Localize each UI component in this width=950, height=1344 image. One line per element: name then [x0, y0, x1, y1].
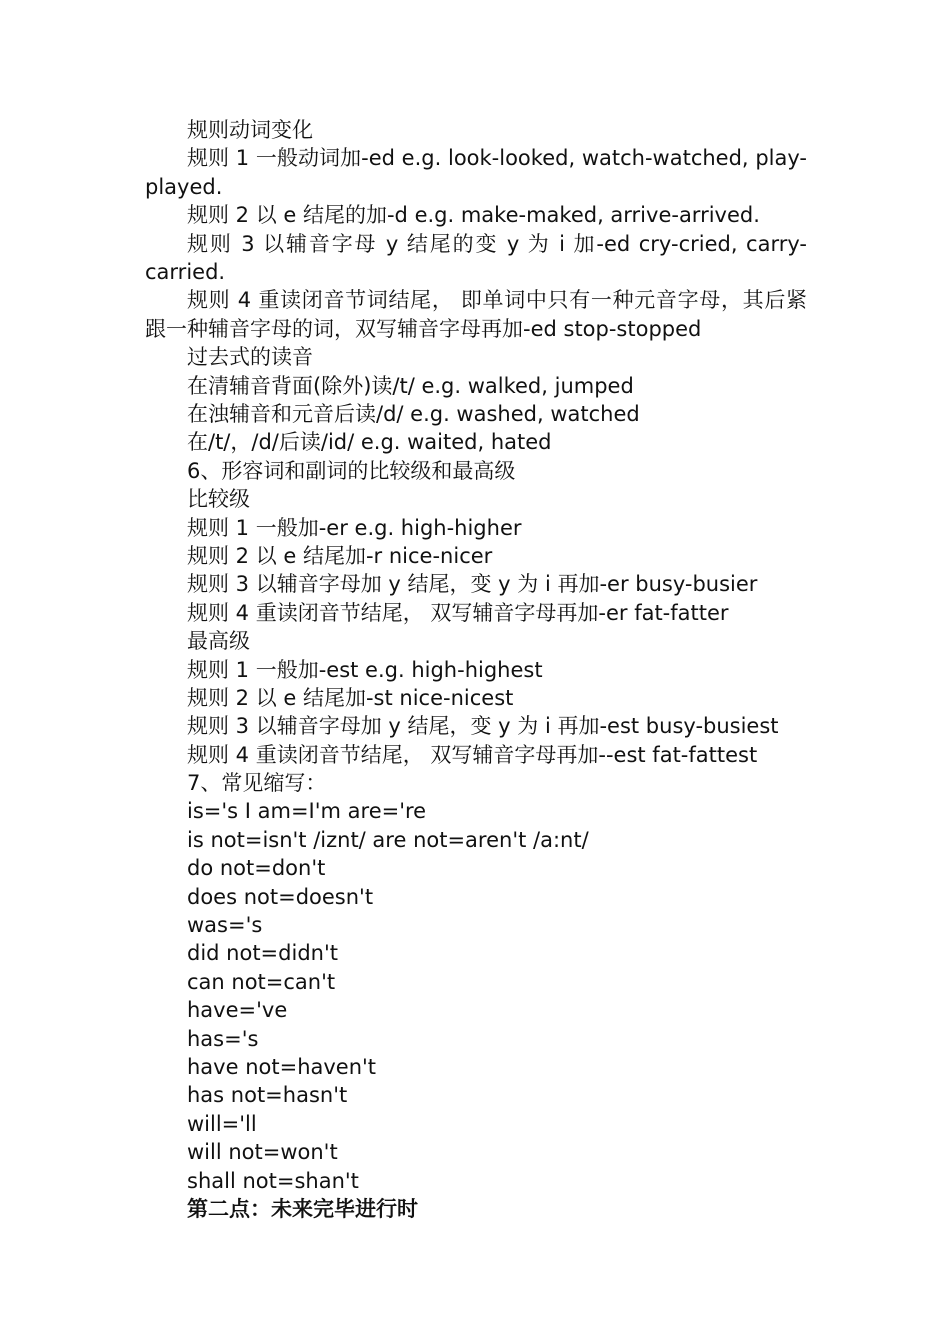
- section-heading: 第二点：未来完毕进行时: [187, 1196, 418, 1221]
- text-line: 6、形容词和副词的比较级和最高级: [187, 458, 516, 483]
- text-line: 在浊辅音和元音后读/d/ e.g. washed, watched: [187, 402, 640, 426]
- text-line: 规则 3 以辅音字母加 y 结尾，变 y 为 i 再加-est busy-busiest: [187, 714, 779, 739]
- text-line: 最高级: [187, 629, 250, 654]
- text-line: have not=haven't: [187, 1054, 377, 1079]
- text-line: 规则 3 以辅音字母加 y 结尾，变 y 为 i 再加-er busy-busier: [187, 572, 758, 597]
- text-line: has='s: [187, 1026, 259, 1051]
- text-line: can not=can't: [187, 969, 336, 994]
- text-line: is not=isn't /iznt/ are not=aren't /a:nt/: [187, 827, 589, 852]
- text-line: 规则 3 以辅音字母 y 结尾的变 y 为 i 加-ed cry-cried, carry-carried.: [145, 231, 807, 284]
- text-line: 规则 4 重读闭音节结尾， 双写辅音字母再加-er fat-fatter: [187, 600, 729, 625]
- text-line: did not=didn't: [187, 941, 338, 966]
- text-line: 规则 4 重读闭音节结尾， 双写辅音字母再加--est fat-fattest: [187, 742, 758, 767]
- text-line: shall not=shan't: [187, 1168, 359, 1193]
- text-line: do not=don't: [187, 856, 326, 881]
- document-body: [145, 116, 807, 1223]
- text-line: 规则 1 一般加-er e.g. high-higher: [187, 515, 522, 540]
- text-line: 比较级: [187, 487, 250, 512]
- text-line: 在/t/，/d/后读/id/ e.g. waited, hated: [187, 430, 552, 455]
- text-line: 规则 2 以 e 结尾加-r nice-nicer: [187, 543, 493, 568]
- text-line: will not=won't: [187, 1140, 338, 1165]
- text-line: 在清辅音背面(除外)读/t/ e.g. walked, jumped: [187, 373, 634, 398]
- text-line: is='s I am=I'm are='re: [187, 799, 427, 824]
- text-line: has not=hasn't: [187, 1083, 348, 1108]
- text-line: 规则 1 一般动词加-ed e.g. look-looked, watch-watched, play-played.: [145, 146, 807, 199]
- text-line: 过去式的读音: [187, 345, 313, 370]
- text-line: 规则 4 重读闭音节词结尾， 即单词中只有一种元音字母，其后紧跟一种辅音字母的词，双写辅音字母再加-ed stop-stopped: [145, 288, 807, 341]
- text-line: will='ll: [187, 1111, 257, 1136]
- text-line: have='ve: [187, 998, 288, 1023]
- text-line: 规则动词变化: [187, 118, 313, 142]
- text-line: does not=doesn't: [187, 884, 374, 909]
- text-line: 规则 2 以 e 结尾的加-d e.g. make-maked, arrive-arrived.: [187, 203, 760, 228]
- text-line: was='s: [187, 913, 263, 938]
- text-line: 规则 2 以 e 结尾加-st nice-nicest: [187, 685, 514, 710]
- text-line: 规则 1 一般加-est e.g. high-highest: [187, 657, 543, 682]
- text-line: 7、常见缩写：: [187, 771, 327, 796]
